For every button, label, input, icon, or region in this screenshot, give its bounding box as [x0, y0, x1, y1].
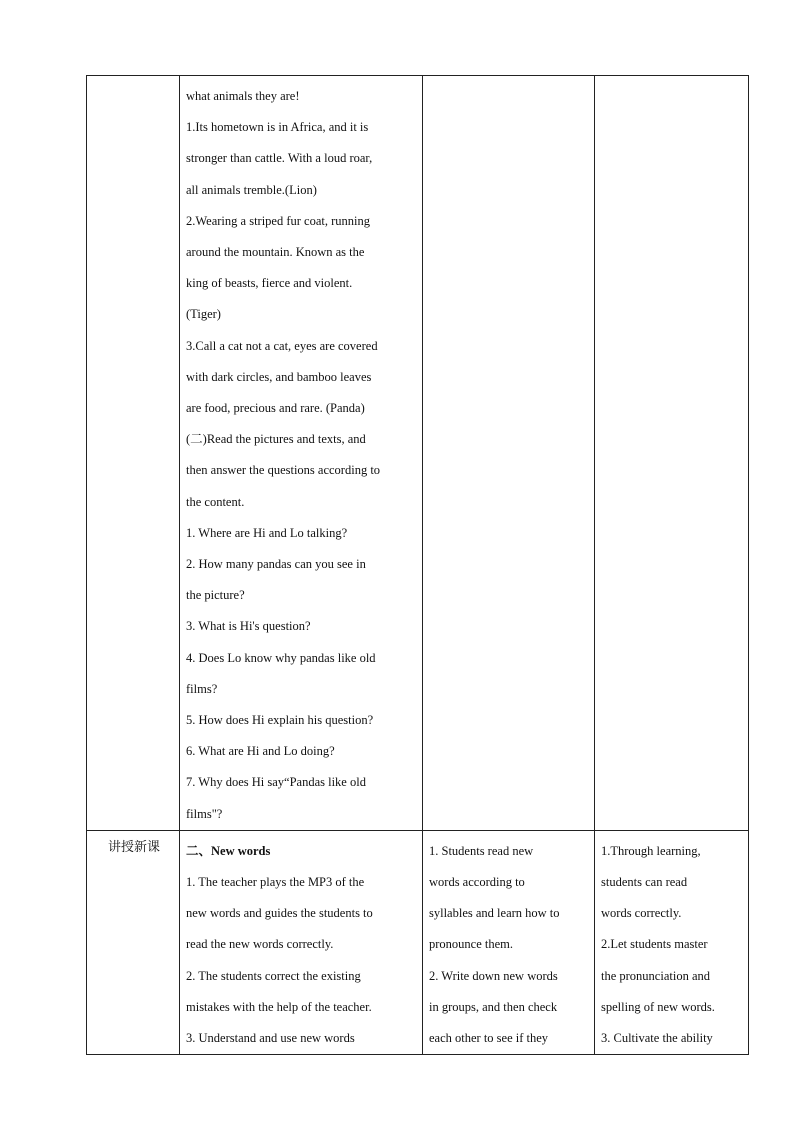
text-line: 1. Students read new: [429, 843, 534, 858]
text-line: then answer the questions according to: [186, 463, 381, 478]
section-label-cell: [87, 830, 180, 1054]
text-line: words according to: [429, 875, 525, 890]
text-line: words correctly.: [601, 906, 682, 921]
text-line: 1.Through learning,: [601, 843, 701, 858]
text-line: films"?: [186, 806, 223, 821]
text-line: (二)Read the pictures and texts, and: [186, 432, 366, 447]
text-line: new words and guides the students to: [186, 906, 373, 921]
text-line: 1. Where are Hi and Lo talking?: [186, 525, 348, 540]
text-line: mistakes with the help of the teacher.: [186, 999, 372, 1014]
text-line: 4. Does Lo know why pandas like old: [186, 650, 376, 665]
text-line: pronounce them.: [429, 937, 514, 952]
section-heading: 二、New words: [186, 843, 271, 858]
text-line: all animals tremble.(Lion): [186, 182, 317, 197]
text-line: with dark circles, and bamboo leaves: [186, 369, 372, 384]
section-label-cell: [87, 76, 180, 831]
text-line: 1. The teacher plays the MP3 of the: [186, 875, 365, 890]
student-activity-cell: [423, 830, 595, 1054]
lesson-plan-table: [86, 75, 749, 1055]
text-line: spelling of new words.: [601, 999, 715, 1014]
text-line: 6. What are Hi and Lo doing?: [186, 744, 335, 759]
design-intent-cell: [595, 830, 749, 1054]
text-line: 3. Cultivate the ability: [601, 1031, 713, 1046]
text-line: 7. Why does Hi say“Pandas like old: [186, 775, 366, 790]
text-line: 2.Let students master: [601, 937, 708, 952]
text-line: 1.Its hometown is in Africa, and it is: [186, 120, 369, 135]
text-line: the picture?: [186, 588, 245, 603]
text-line: students can read: [601, 875, 688, 890]
text-line: in groups, and then check: [429, 999, 558, 1014]
text-line: around the mountain. Known as the: [186, 245, 365, 260]
section-label: 讲授新课: [107, 839, 160, 855]
text-line: films?: [186, 681, 218, 696]
text-line: (Tiger): [186, 307, 221, 322]
text-line: 3. Understand and use new words: [186, 1031, 355, 1046]
teacher-activity-cell: [180, 830, 423, 1054]
text-line: read the new words correctly.: [186, 937, 334, 952]
text-line: 2. Write down new words: [429, 968, 558, 983]
text-line: stronger than cattle. With a loud roar,: [186, 151, 373, 166]
design-intent-cell: [595, 76, 749, 831]
text-line: 2. How many pandas can you see in: [186, 557, 366, 572]
table-row: [87, 830, 749, 1054]
teacher-activity-cell: [180, 76, 423, 831]
text-line: the content.: [186, 494, 245, 509]
text-line: the pronunciation and: [601, 968, 710, 983]
text-line: what animals they are!: [186, 89, 300, 103]
text-line: 2.Wearing a striped fur coat, running: [186, 213, 371, 228]
text-line: 2. The students correct the existing: [186, 968, 361, 983]
text-line: syllables and learn how to: [429, 906, 560, 921]
text-line: king of beasts, fierce and violent.: [186, 276, 353, 291]
text-line: 3. What is Hi's question?: [186, 619, 311, 634]
text-line: are food, precious and rare. (Panda): [186, 401, 365, 416]
text-line: each other to see if they: [429, 1031, 549, 1046]
table-row: [87, 76, 749, 831]
text-line: 3.Call a cat not a cat, eyes are covered: [186, 338, 378, 353]
text-line: 5. How does Hi explain his question?: [186, 713, 374, 728]
student-activity-cell: [423, 76, 595, 831]
